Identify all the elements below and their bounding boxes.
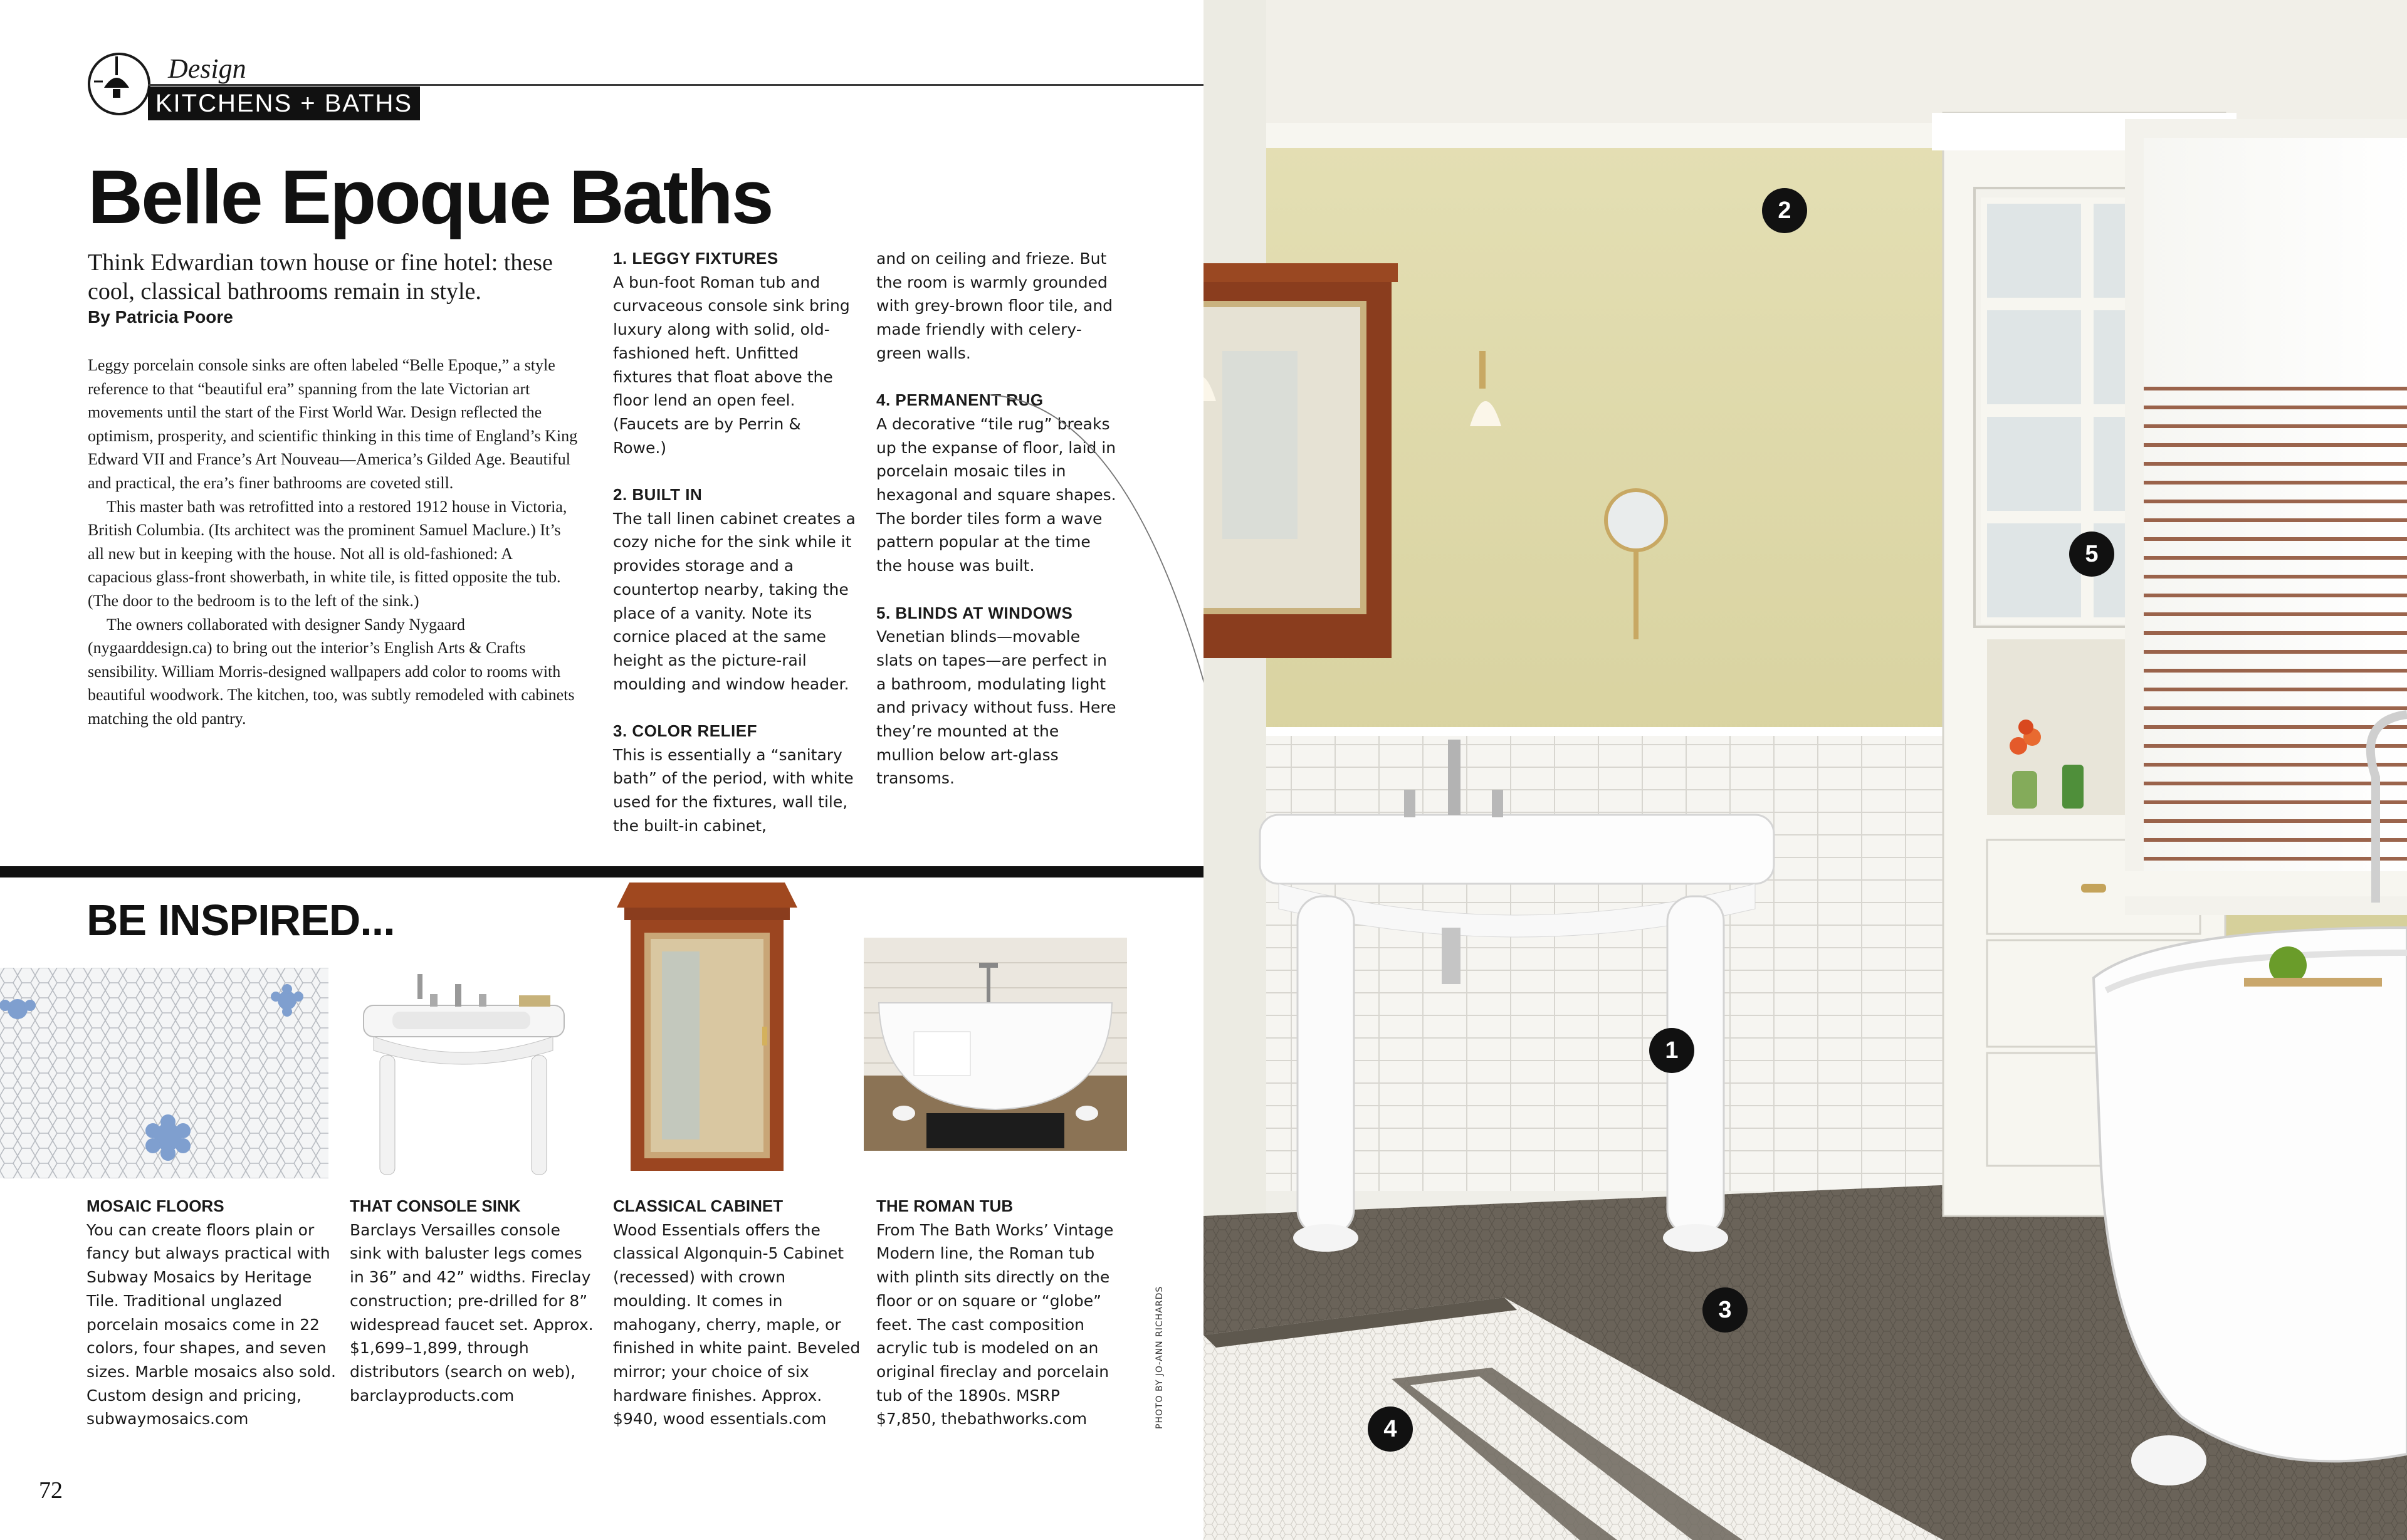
classical-cabinet-image xyxy=(612,857,802,1176)
page-number: 72 xyxy=(39,1477,63,1504)
callout-marker: 5 xyxy=(2069,532,2114,577)
feature-text: This is essentially a “sanitary bath” of the period, with white used for the fixtures, wall tile, the built-in cabinet, xyxy=(613,745,854,835)
feature-text: The tall linen cabinet creates a cozy niche for the sink while it provides storage and a countertop nearby, taking the place of a vanity. Note its cornice placed at the same height as the picture-rail moulding and window header. xyxy=(613,509,856,693)
byline: By Patricia Poore xyxy=(88,307,233,327)
mosaic-floor-image xyxy=(0,968,328,1178)
features-column-1 xyxy=(613,247,857,838)
article-title: Belle Epoque Baths xyxy=(88,154,772,239)
roman-tub-image xyxy=(864,938,1127,1151)
feature-text: and on ceiling and frieze. But the room is warmly grounded with grey-brown floor tile, and made friendly with celery-green walls. xyxy=(876,249,1113,362)
caption-heading: CLASSICAL CABINET xyxy=(613,1197,784,1215)
feature-heading: 1. LEGGY FIXTURES xyxy=(613,249,779,268)
caption-heading: MOSAIC FLOORS xyxy=(87,1197,224,1215)
article-body xyxy=(88,354,578,731)
callout-marker: 1 xyxy=(1649,1028,1694,1073)
feature-text: A decorative “tile rug” breaks up the expanse of floor, laid in porcelain mosaic tiles in hexagonal and square shapes. The border tiles form a wave pattern popular at the time the house was built. xyxy=(876,414,1116,575)
be-inspired-title: BE INSPIRED... xyxy=(87,896,395,945)
section-divider xyxy=(0,866,1204,877)
section-label: Design xyxy=(168,53,246,84)
caption-heading: THAT CONSOLE SINK xyxy=(350,1197,521,1215)
callout-marker: 2 xyxy=(1762,188,1807,233)
body-paragraph: The owners collaborated with designer Sandy Nygaard (nygaarddesign.ca) to bring out the interior’s English Arts & Crafts sensibility. William Morris-designed wallpapers add color to rooms with beautiful woodwork. The kitchen, too, was subtly remodeled with cabinets matching the old pantry. xyxy=(88,615,575,728)
console-sink-image xyxy=(355,968,572,1178)
feature-heading: 3. COLOR RELIEF xyxy=(613,721,757,741)
category-badge: KITCHENS + BATHS xyxy=(148,86,420,120)
feature-heading: 4. PERMANENT RUG xyxy=(876,390,1044,410)
caption-console-sink xyxy=(350,1195,597,1407)
feature-heading: 2. BUILT IN xyxy=(613,485,703,505)
photo-credit: PHOTO BY JO-ANN RICHARDS xyxy=(1155,1286,1165,1429)
caption-roman-tub xyxy=(876,1195,1125,1431)
article-dek: Think Edwardian town house or fine hotel: these cool, classical bathrooms remain in style. xyxy=(88,249,553,305)
feature-text: A bun-foot Roman tub and curvaceous console sink bring luxury along with solid, old-fashioned heft. Unfitted fixtures that float above the floor lend an open feel. (Faucets are by Perrin & Rowe.) xyxy=(613,273,850,457)
caption-text: You can create floors plain or fancy but always practical with Subway Mosaics by Heritage Tile. Traditional unglazed porcelain mosaics come in 22 colors, four shapes, and seven sizes. Marble mosaics also sold. Custom design and pricing, subwaymosaics.com xyxy=(87,1220,336,1428)
bathroom-photo xyxy=(1204,0,2407,1540)
caption-classical-cabinet xyxy=(613,1195,861,1431)
callout-marker: 4 xyxy=(1368,1406,1413,1452)
caption-mosaic-floors xyxy=(87,1195,337,1431)
body-paragraph: This master bath was retrofitted into a restored 1912 house in Victoria, British Columbia. (Its architect was the prominent Samuel Maclure.) It’s all new but in keeping with the house. Not all is old-fashioned: A capacious glass-front showerbath, in white tile, is fitted opposite the tub. (The door to the bedroom is to the left of the sink.) xyxy=(88,497,567,610)
feature-text: Venetian blinds—movable slats on tapes—are perfect in a bathroom, modulating light and privacy without fuss. Here they’re mounted at the mullion below art-glass transoms. xyxy=(876,627,1116,788)
lamp-icon xyxy=(88,53,150,115)
feature-heading: 5. BLINDS AT WINDOWS xyxy=(876,603,1073,622)
caption-text: Wood Essentials offers the classical Algonquin-5 Cabinet (recessed) with crown moulding. It comes in mahogany, cherry, maple, or finished in white paint. Beveled mirror; your choice of six hardware finishes. Approx. $940, wood essentials.com xyxy=(613,1220,861,1428)
caption-heading: THE ROMAN TUB xyxy=(876,1197,1014,1215)
callout-marker: 3 xyxy=(1702,1287,1748,1333)
caption-text: From The Bath Works’ Vintage Modern line, the Roman tub with plinth sits directly on the floor or on square or “globe” feet. The cast composition acrylic tub is modeled on an original fireclay and porcelain tub of the 1890s. MSRP $7,850, thebathworks.com xyxy=(876,1220,1114,1428)
body-paragraph: Leggy porcelain console sinks are often labeled “Belle Epoque,” a style reference to that “beautiful era” spanning from the late Victorian art movements until the start of the First World War. Design reflected the optimism, prosperity, and scientific thinking in this time of England’s King Edward VII and France’s Art Nouveau—America’s Gilded Age. Beautiful and practical, the era’s finer bathrooms are coveted still. xyxy=(88,356,578,492)
caption-text: Barclays Versailles console sink with baluster legs comes in 36” and 42” widths. Fireclay construction; pre-drilled for 8” widespread faucet set. Approx. $1,699–1,899, through distributors (search on web), barclayproducts.com xyxy=(350,1220,594,1405)
